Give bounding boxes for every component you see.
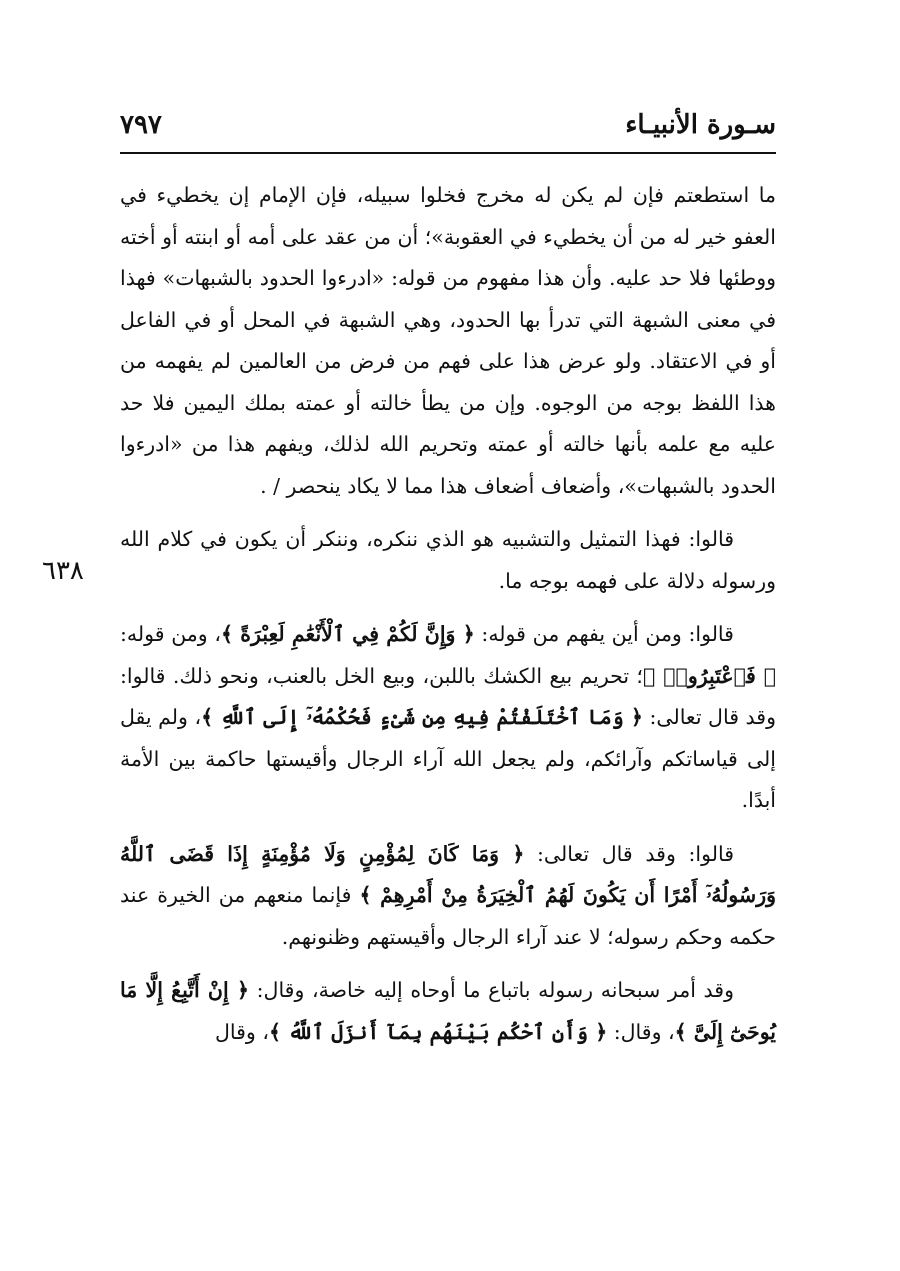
paragraph-text: قالوا: وقد قال تعالى: [524,841,735,866]
paragraph [120,970,776,1053]
paragraph-text: ؛ تحريم بيع الكشك باللبن، وبيع الخل بالعنب، ونحو ذلك. قالوا: وقد قال تعالى: [120,663,776,729]
quran-verse: ﴿ وَمَا ٱخْتَلَفْتُمْ فِيهِ مِن شَىْءٍ فَحُكْمُهُۥٓ إِلَى ٱللَّهِ ﴾ [201,705,643,729]
quran-verse: ﴿ إِنْ أَتَّبِعُ إِلَّا مَا يُوحَىٰٓ إِلَىَّ ﴾ [120,978,776,1044]
paragraph-text: ، وقال: [607,1019,675,1044]
quran-verse: ﴿ وَمَا كَانَ لِمُؤْمِنٍ وَلَا مُؤْمِنَةٍ إِذَا قَضَى ٱللَّهُ وَرَسُولُهُۥٓ أَمْرًا أَن يَكُونَ لَهُمُ ٱلْخِيَرَةُ مِنْ أَمْرِهِمْ ﴾ [120,841,776,907]
page-header [120,108,776,154]
paragraph-text: فإنما منعهم من الخيرة عند حكمه وحكم رسوله؛ لا عند آراء الرجال وأقيستهم وظنونهم. [120,883,776,949]
paragraph: ما استطعتم فإن لم يكن له مخرج فخلوا سبيله، فإن الإمام إن يخطيء في العفو خير له من أن يخطيء في العقوبة»؛ أن من عقد على أمه أو ابنته أو أخته ووطئها فلا حد عليه. وأن هذا مفهوم من قوله: «ادرءوا الحدود بالشبهات» فهذا في معنى الشبهة التي تدرأ بها الحدود، وهي الشبهة في المحل أو في الفاعل أو في الاعتقاد. ولو عرض هذا على فهم من فرض من العالمين لم يفهمه من هذا اللفظ بوجه من الوجوه. وإن من يطأ خالته أو عمته بملك اليمين فلا حد عليه مع علمه بأنها خالته أو عمته وتحريم الله لذلك، ويفهم هذا من «ادرءوا الحدود بالشبهات»، وأضعاف أضعاف هذا مما لا يكاد ينحصر / . [120,183,776,498]
paragraph-text: وقد أمر سبحانه رسوله باتباع ما أوحاه إليه خاصة، وقال: [248,978,735,1002]
paragraph [120,834,776,959]
margin-page-marker: ٦٣٨ [42,556,84,586]
quran-verse: ﴿ وَإِنَّ لَكُمْ فِي ٱلْأَنْعَٰمِ لَعِبْرَةً ﴾ [220,622,475,646]
quran-verse: ﴿ وَأَنِ ٱحْكُم بَيْنَهُم بِمَآ أَنزَلَ ٱللَّهُ ﴾ [268,1019,608,1044]
page-number: ٧٩٧ [120,110,162,140]
quran-verse: ﴿ فَٱعْتَبِرُوا۟ ﴾ [642,663,776,688]
paragraph-text: قالوا: ومن أين يفهم من قوله: [474,622,734,646]
paragraph-text: ، ولم يقل إلى قياساتكم وآرائكم، ولم يجعل الله آراء الرجال وأقيستها حاكمة بين الأمة أبدًا. [120,705,776,812]
body-text [120,175,776,1065]
surah-title: سـورة الأنبيـاء [625,110,776,140]
paragraph: قالوا: فهذا التمثيل والتشبيه هو الذي ننكره، وننكر أن يكون في كلام الله ورسوله دلالة على فهمه بوجه ما. [120,527,776,593]
paragraph-text: ، وقال [214,1019,269,1044]
paragraph-text: ، ومن قوله: [120,622,221,646]
paragraph [120,614,776,822]
